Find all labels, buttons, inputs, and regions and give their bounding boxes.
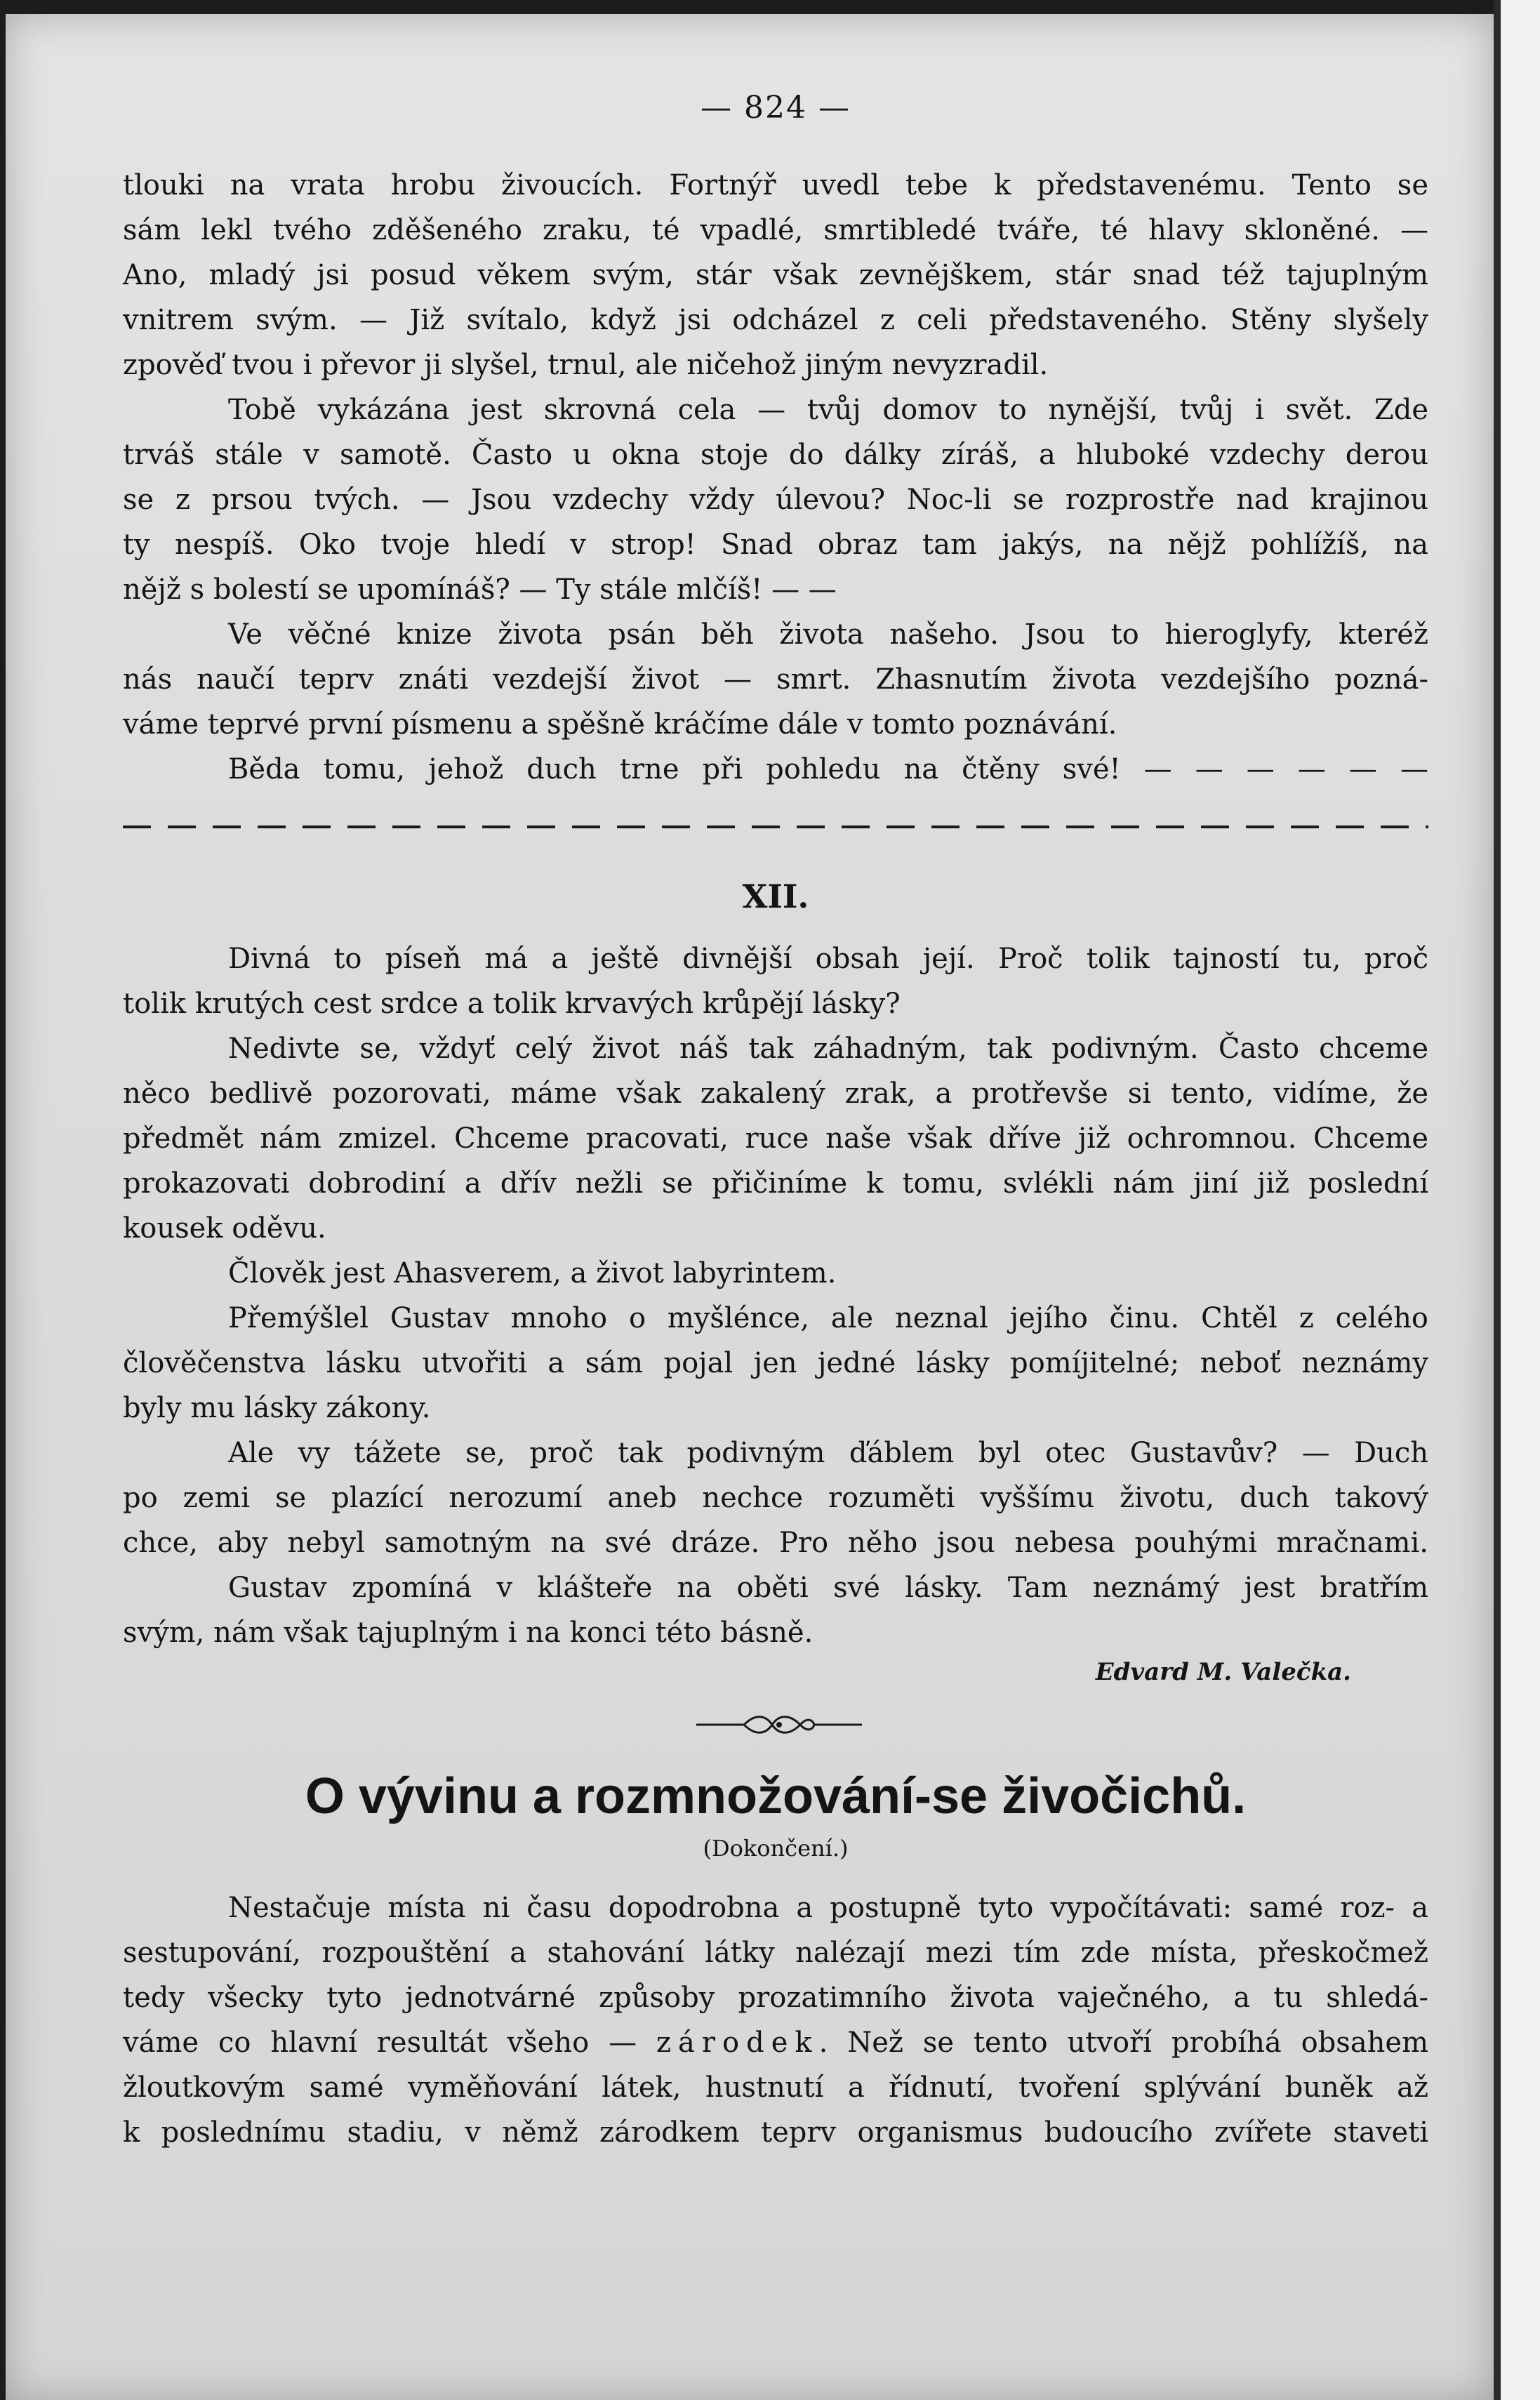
text-line: Přemýšlel Gustav mnoho o myšlénce, ale neznal jejího činu. Chtěl z celého	[228, 1302, 1428, 1334]
section-2	[123, 936, 1428, 1655]
chapter-heading: XII.	[742, 877, 809, 915]
text-line: Běda tomu, jehož duch trne při pohledu na čtěny své! — — — — — —	[228, 753, 1428, 785]
article-title: O vývinu a rozmnožování-se živočichů.	[305, 1768, 1247, 1824]
text-line: Ve věčné knize života psán běh života našeho. Jsou to hieroglyfy, kteréž	[228, 618, 1428, 651]
author-signature: Edvard M. Valečka.	[1095, 1658, 1351, 1686]
text-line: Nedivte se, vždyť celý život náš tak záhadným, tak podivným. Často chceme	[228, 1033, 1428, 1065]
text-line: sám lekl tvého zděšeného zraku, té vpadlé, smrtibledé tváře, té hlavy skloněné. —	[123, 214, 1428, 246]
text-line: zpověď tvou i převor ji slyšel, trnul, ale ničehož jiným nevyzradil.	[123, 349, 1049, 381]
emphasized-term: zárodek	[656, 2027, 819, 2059]
section-1	[123, 163, 1428, 792]
text-line: prokazovati dobrodiní a dřív nežli se přičiníme k tomu, svlékli nám jiní již poslední	[123, 1167, 1428, 1200]
text-line: svým, nám však tajuplným i na konci této básně.	[123, 1617, 814, 1649]
text-line: se z prsou tvých. — Jsou vzdechy vždy úlevou? Noc-li se rozprostře nad krajinou	[123, 484, 1428, 516]
text-line: tolik krutých cest srdce a tolik krvavých krůpějí lásky?	[123, 988, 901, 1020]
text-line: kousek oděvu.	[123, 1212, 326, 1245]
text-line: Člověk jest Ahasverem, a život labyrintem.	[228, 1257, 837, 1289]
text-line: po zemi se plazící nerozumí aneb nechce rozuměti vyššímu životu, duch takový	[123, 1482, 1428, 1514]
text-line: předmět nám zmizel. Chceme pracovati, ruce naše však dříve již ochromnou. Chceme	[123, 1122, 1428, 1155]
text-line: Divná to píseň má a ještě divnější obsah její. Proč tolik tajností tu, proč	[228, 943, 1428, 975]
page-number: — 824 —	[701, 90, 851, 126]
text-line: Tobě vykázána jest skrovná cela — tvůj domov to nynější, tvůj i svět. Zde	[228, 394, 1428, 426]
text-line: byly mu lásky zákony.	[123, 1392, 431, 1424]
text-line: trváš stále v samotě. Často u okna stoje do dálky zíráš, a hluboké vzdechy derou	[123, 439, 1428, 471]
text-line: Gustav zpomíná v klášteře na oběti své lásky. Tam neznámý jest bratřím	[228, 1572, 1428, 1604]
article-body	[123, 1885, 1428, 2155]
text-line: nás naučí teprv znáti vezdejší život — smrt. Zhasnutím života vezdejšího pozná-	[123, 663, 1428, 696]
text-fragment: váme co hlavní resultát všeho —	[123, 2027, 656, 2059]
text-line: tlouki na vrata hrobu živoucích. Fortnýř uvedl tebe k představenému. Tento se	[123, 169, 1428, 201]
text-line: tedy všecky tyto jednotvárné způsoby prozatimního života vaječného, a tu shledá-	[123, 1982, 1428, 2014]
text-line: žloutkovým samé vyměňování látek, hustnutí a řídnutí, tvoření splývání buněk až	[123, 2071, 1428, 2104]
text-line: váme teprvé první písmenu a spěšně kráčíme dále v tomto poznávání.	[123, 708, 1117, 741]
text-line: něco bedlivě pozorovati, máme však zakalený zrak, a protřevše si tento, vidíme, že	[123, 1078, 1428, 1110]
text-line: ty nespíš. Oko tvoje hledí v strop! Snad obraz tam jakýs, na nějž pohlížíš, na	[123, 529, 1428, 561]
article-subtitle: (Dokončení.)	[703, 1835, 849, 1862]
text-line: Ano, mladý jsi posud věkem svým, stár však zevnějškem, stár snad též tajuplným	[123, 259, 1428, 291]
text-line: vnitrem svým. — Již svítalo, když jsi odcházel z celi představeného. Stěny slyšely	[123, 304, 1428, 336]
dashed-separator	[123, 826, 1428, 828]
text-line: nějž s bolestí se upomínáš? — Ty stále mlčíš! — —	[123, 574, 837, 606]
ornament-divider-icon	[695, 1713, 863, 1737]
text-line: Nestačuje místa ni času dopodrobna a postupně tyto vypočítávati: samé roz- a	[228, 1892, 1428, 1924]
text-line	[123, 2020, 1428, 2065]
text-line: sestupování, rozpouštění a stahování látky nalézají mezi tím zde místa, přeskočmež	[123, 1937, 1428, 1969]
scan-edge	[1494, 0, 1540, 2400]
text-line: Ale vy tážete se, proč tak podivným ďáblem byl otec Gustavův? — Duch	[228, 1437, 1428, 1469]
text-line: člověčenstva lásku utvořiti a sám pojal jen jedné lásky pomíjitelné; neboť neznámy	[123, 1347, 1428, 1379]
text-fragment: . Než se tento utvoří probíhá obsahem	[818, 2027, 1428, 2059]
text-line: k poslednímu stadiu, v němž zárodkem teprv organismus budoucího zvířete staveti	[123, 2116, 1428, 2149]
text-line: chce, aby nebyl samotným na své dráze. Pro něho jsou nebesa pouhými mračnami.	[123, 1527, 1428, 1559]
